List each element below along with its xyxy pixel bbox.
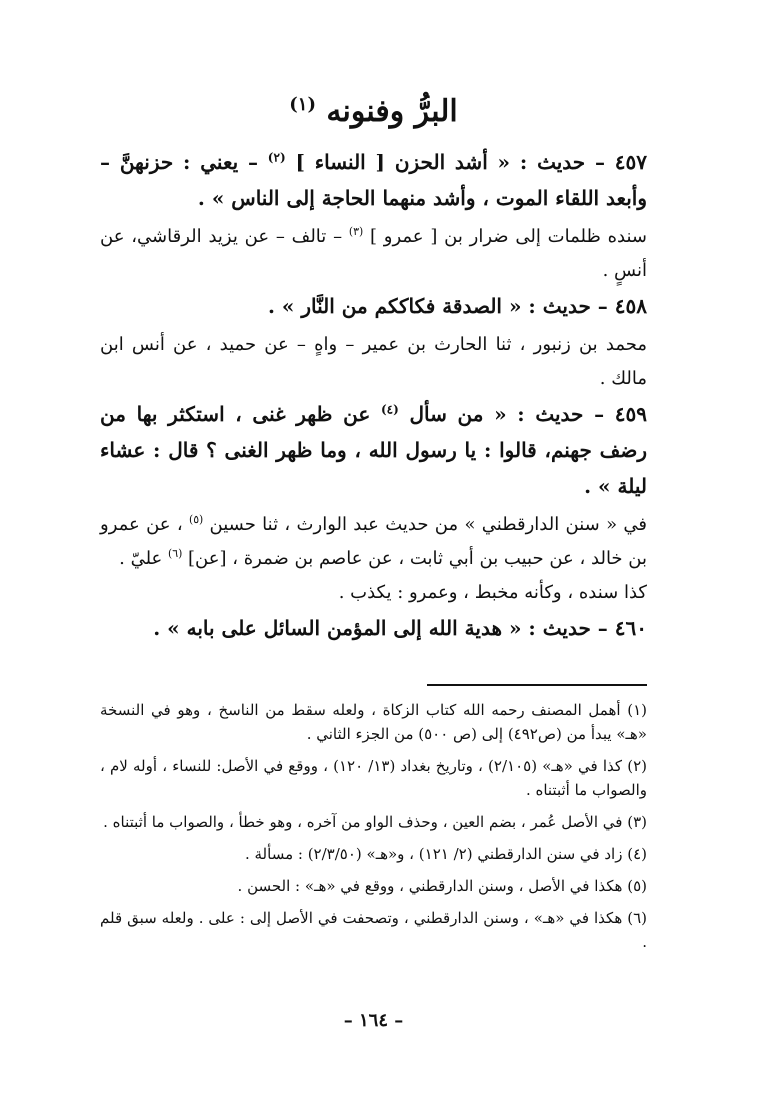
chapter-title-text: البرُّ وفنونه [326, 94, 458, 129]
isnad-text: – تالف – عن يزيد الرقاشي، عن أنسٍ . [100, 226, 647, 281]
isnad-text: عليّ . [119, 548, 169, 569]
footnote-marker: (٢) [267, 150, 286, 165]
footnote-divider [427, 684, 647, 686]
hadith-458: ٤٥٨ – حديث : « الصدقة فكاككم من النَّار » . [267, 294, 647, 318]
isnad-text: في « سنن الدارقطني » من حديث عبد الوارث ، ثنا حسين [203, 514, 648, 535]
footnote: (٦) هكذا في «هـ» ، وسنن الدارقطني ، وتصحفت في الأصل إلى : على . ولعله سبق قلم . [100, 909, 647, 951]
footnote: (٢) كذا في «هـ» (٢/١٠٥) ، وتاريخ بغداد (١٣/ ١٢٠) ، ووقع في الأصل: للنساء ، أوله لام ، والصواب ما أثبتناه . [100, 757, 647, 799]
footnote: (٥) هكذا في الأصل ، وسنن الدارقطني ، ووقع في «هـ» : الحسن . [237, 877, 647, 895]
hadith-text: – يعني : حزنهنَّ – وأبعد اللقاء الموت ، وأشد منهما الحاجة إلى الناس » . [100, 150, 647, 210]
footnote-marker: (٥) [188, 513, 204, 526]
footnote: (٣) في الأصل عُمر ، بضم العين ، وحذف الواو من آخره ، وهو خطأ ، والصواب ما أثبتناه . [103, 813, 647, 831]
page [100, 90, 647, 1108]
footnote-marker: (١) [289, 94, 316, 115]
footnote-marker: (٦) [168, 547, 183, 560]
footnote-marker: (٣) [348, 225, 364, 238]
hadith-text: ٤٥٧ – حديث : « أشد الحزن [ النساء ] [285, 150, 648, 174]
hadith-text: عن ظهر غنى ، استكثر بها من رضف جهنم، قالوا : يا رسول الله ، وما ظهر الغنى ؟ قال : عشاء ليلة » . [100, 402, 647, 498]
hadith-457 [100, 144, 647, 216]
isnad-text: ، عن عمرو بن خالد ، عن حبيب بن أبي ثابت ، عن عاصم بن ضمرة ، [عن] [100, 514, 647, 569]
isnad-text: سنده ظلمات إلى ضرار بن [ عمرو ] [363, 226, 647, 247]
footnote: (٤) زاد في سنن الدارقطني (٢/ ١٢١) ، و«هـ» (٢/٣/٥٠) : مسألة . [244, 845, 647, 863]
comment-459: كذا سنده ، وكأنه مخبط ، وعمرو : يكذب . [338, 582, 647, 603]
footnote: (١) أهمل المصنف رحمه الله كتاب الزكاة ، ولعله سقط من الناسخ ، وهو في النسخة «هـ» يبدأ من (ص٤٩٢) إلى (ص ٥٠٠) من الجزء الثاني . [100, 701, 647, 743]
isnad-458: محمد بن زنبور ، ثنا الحارث بن عمير – واهٍ – عن حميد ، عن أنس ابن مالك . [100, 334, 647, 389]
footnote-marker: (٤) [380, 402, 399, 417]
page-number: – ١٦٤ – [343, 1010, 404, 1031]
chapter-title [100, 90, 647, 134]
isnad-457 [100, 220, 647, 288]
hadith-text: ٤٥٩ – حديث : « من سأل [398, 402, 647, 426]
isnad-459 [100, 508, 647, 576]
hadith-460: ٤٦٠ – حديث : « هدية الله إلى المؤمن السائل على بابه » . [153, 616, 647, 640]
hadith-459 [100, 396, 647, 504]
